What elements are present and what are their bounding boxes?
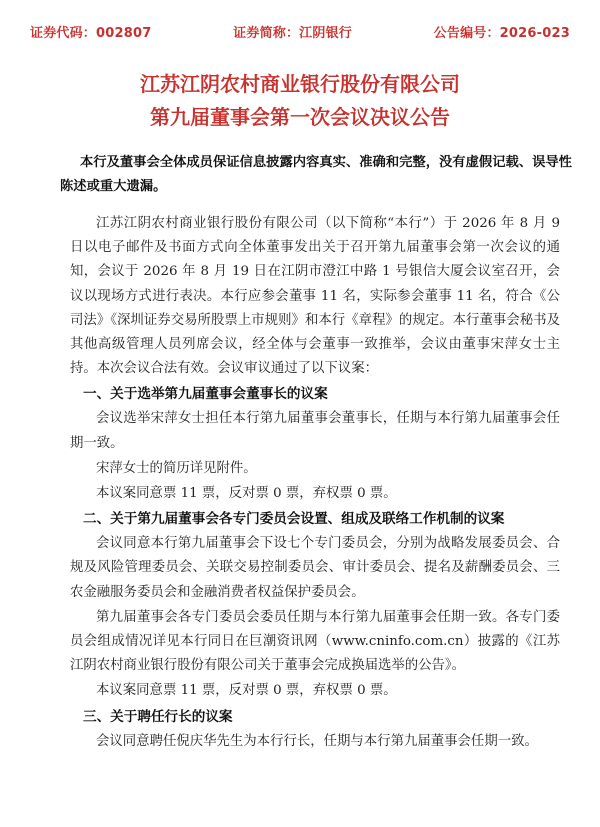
- section-2-paragraph-2: 第九届董事会各专门委员会委员任期与本行第九届董事会任期一致。各专门委员会组成情况详见本行同日在巨潮资讯网（www.cninfo.com.cn）披露的《江苏江阴农村商业银行股份有限公司关于董事会完成换届选举的公告》。: [70, 609, 560, 674]
- section-2-heading: 二、关于第九届董事会各专门委员会设置、组成及联络工作机制的议案: [83, 511, 505, 528]
- section-1-paragraph-2: 宋萍女士的简历详见附件。: [96, 460, 257, 476]
- section-1-paragraph-1: 会议选举宋萍女士担任本行第九届董事会董事长，任期与本行第九届董事会任期一致。: [70, 411, 560, 451]
- stock-code: 证券代码：002807: [30, 26, 152, 41]
- announcement-number: 公告编号：2026-023: [433, 26, 570, 41]
- section-2-vote: 本议案同意票 11 票，反对票 0 票，弃权票 0 票。: [96, 683, 397, 699]
- document-title: [0, 68, 600, 134]
- section-1-vote: 本议案同意票 11 票，反对票 0 票，弃权票 0 票。: [96, 486, 397, 502]
- board-guarantee-notice: 本行及董事会全体成员保证信息披露内容真实、准确和完整，没有虚假记载、误导性陈述或重大遗漏。: [60, 155, 572, 194]
- section-3-heading: 三、关于聘任行长的议案: [83, 708, 233, 725]
- title-line-1: 江苏江阴农村商业银行股份有限公司: [140, 72, 460, 96]
- intro-paragraph: 江苏江阴农村商业银行股份有限公司（以下简称“本行”）于 2026 年 8 月 9 日以电子邮件及书面方式向全体董事发出关于召开第九届董事会第一次会议的通知，会议于 2026 年 8 月 19 日在江阴市澄江中路 1 号银信大厦会议室召开，会议以现场方式进行表决。本行应参会董事 11 名，实际参会董事 11 名，符合《公司法》《深圳证券交易所股票上市规则》和本行《章程》的规定。本行董事会秘书及其他高级管理人员列席会议，经全体与会董事一致推举，会议由董事宋萍女士主持。本次会议合法有效。会议审议通过了以下议案：: [70, 216, 560, 377]
- header-row: [30, 22, 570, 41]
- section-3-paragraph-1: 会议同意聘任倪庆华先生为本行行长，任期与本行第九届董事会任期一致。: [96, 733, 538, 749]
- title-line-2: 第九届董事会第一次会议决议公告: [150, 105, 450, 129]
- section-2-paragraph-1: 会议同意本行第九届董事会下设七个专门委员会，分别为战略发展委员会、合规及风险管理委员会、关联交易控制委员会、审计委员会、提名及薪酬委员会、三农金融服务委员会和金融消费者权益保护委员会。: [70, 536, 560, 600]
- document-body: [70, 212, 560, 754]
- stock-name: 证券简称：江阴银行: [233, 26, 352, 41]
- section-1-heading: 一、关于选举第九届董事会董事长的议案: [83, 386, 328, 403]
